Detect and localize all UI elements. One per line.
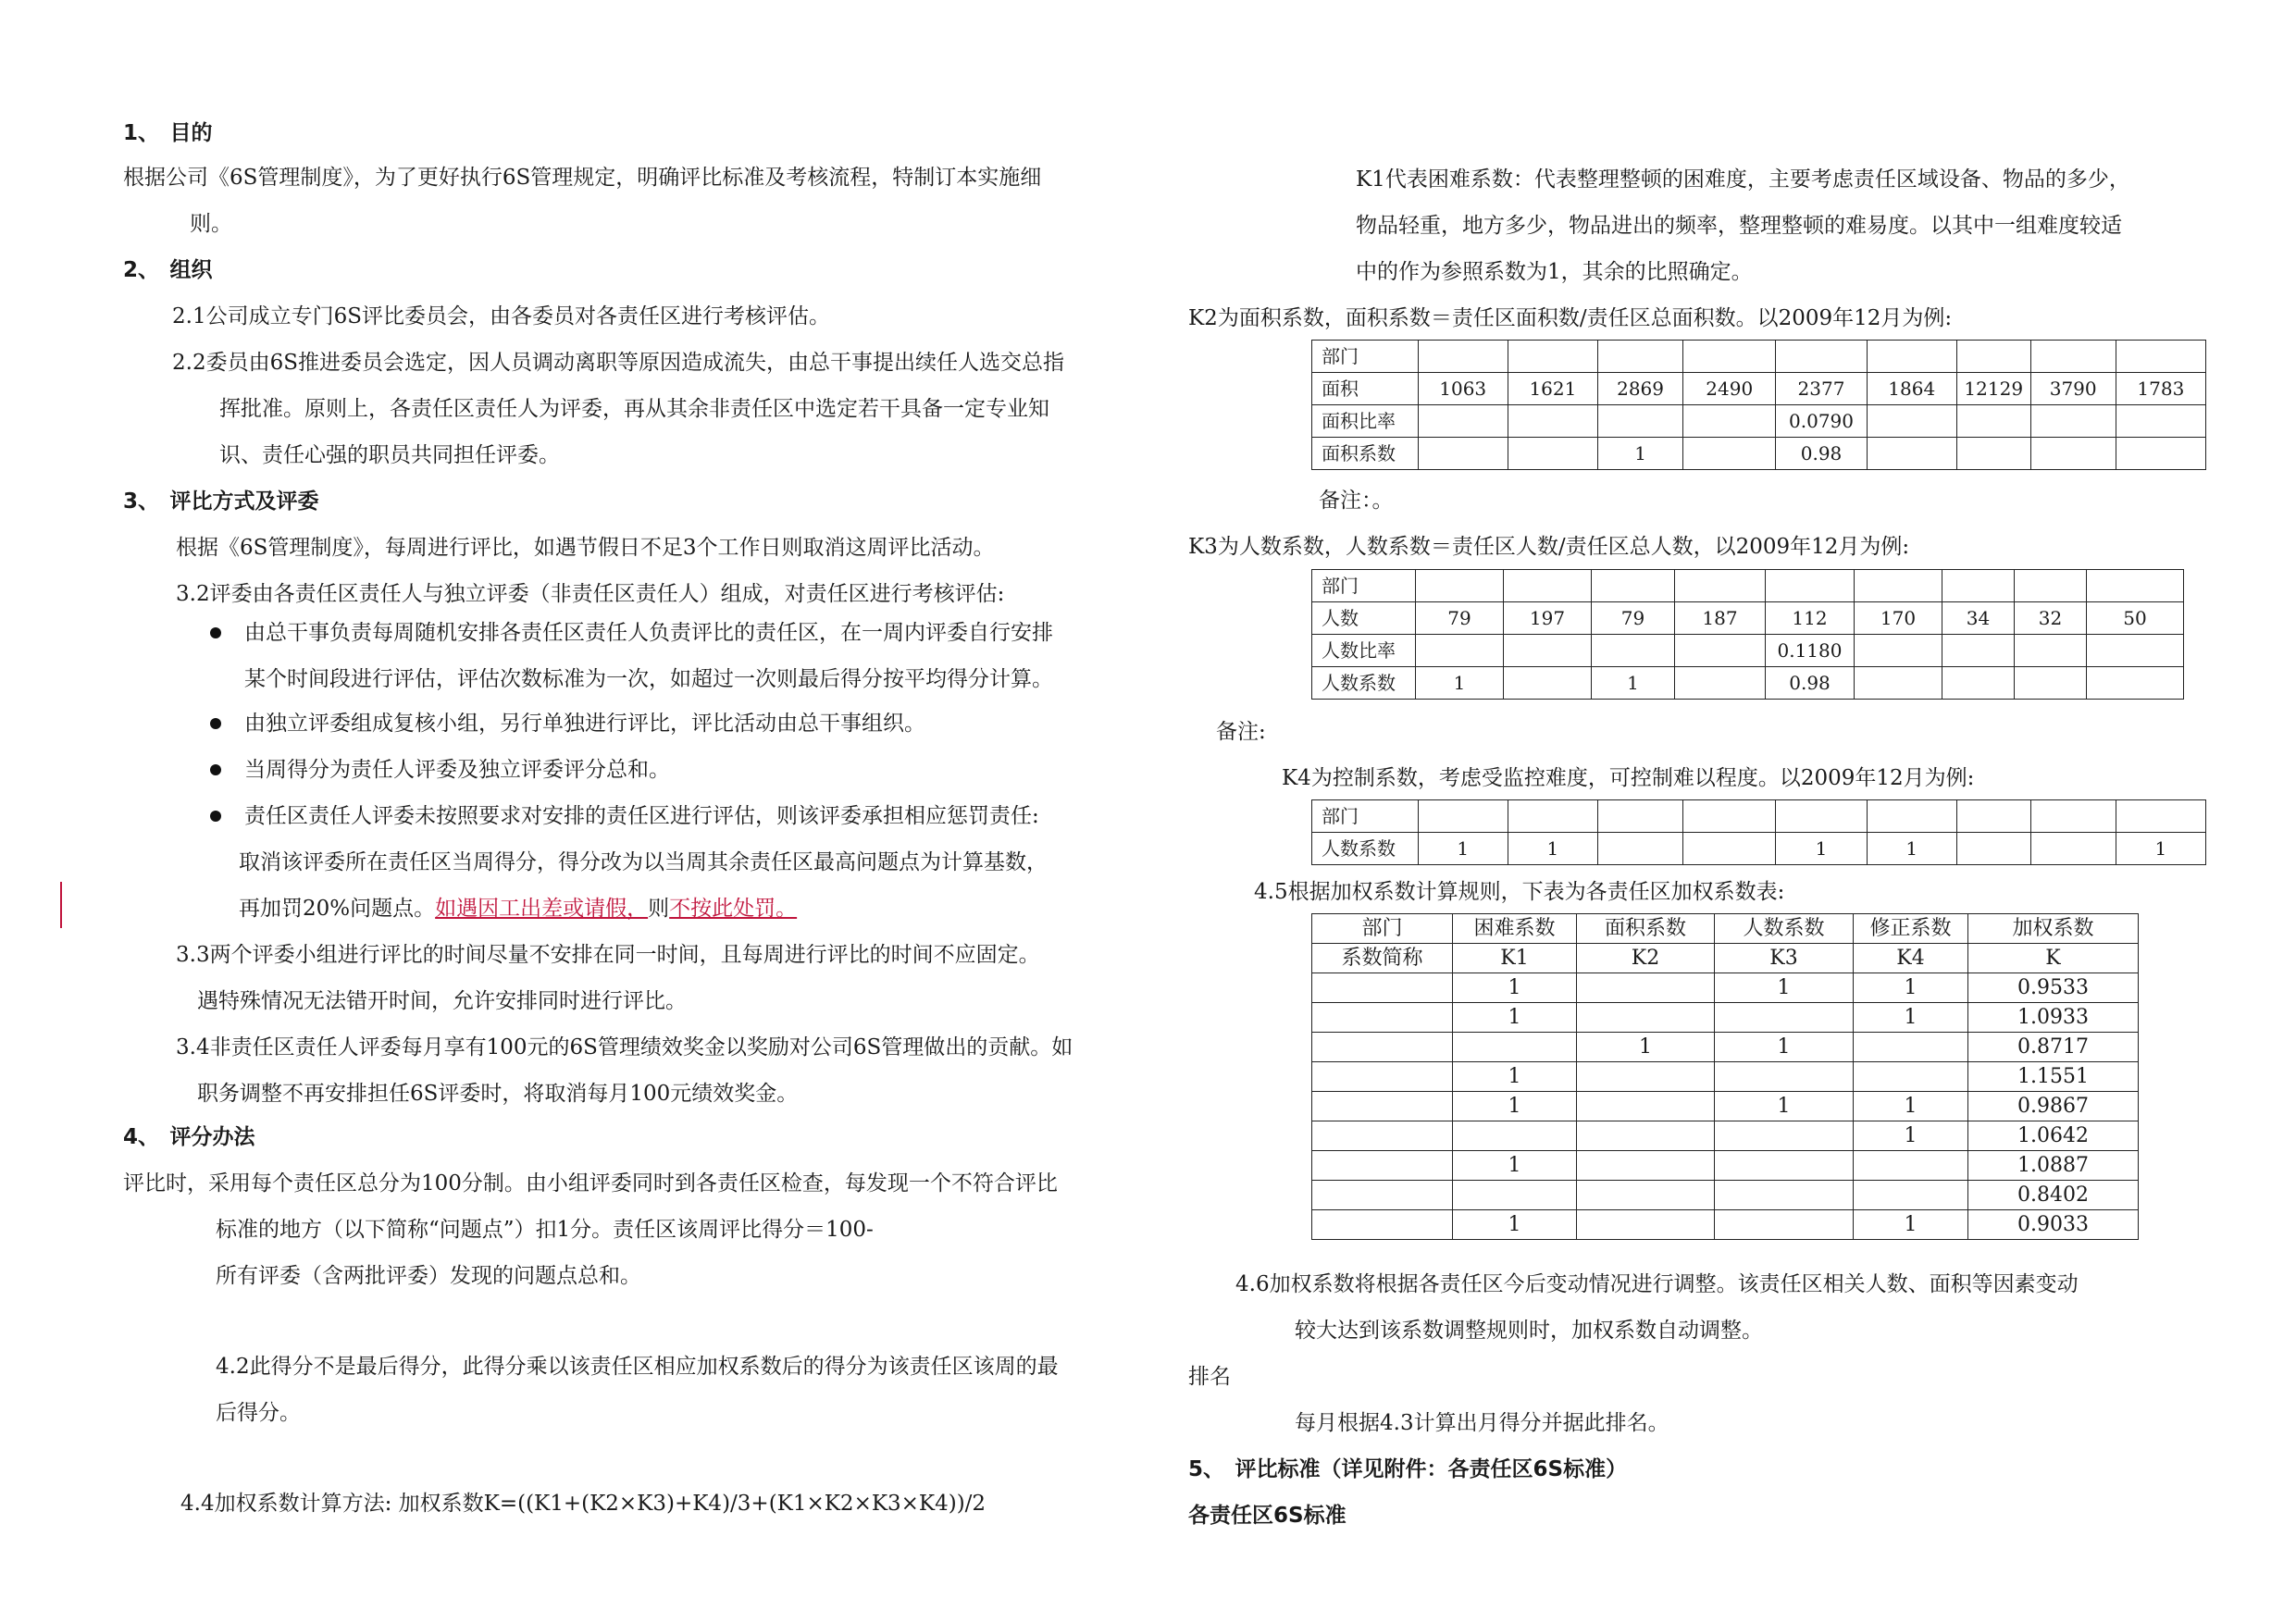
subheading: 各责任区6S标准 <box>1188 1504 1347 1528</box>
table-cell: 0.0790 <box>1776 405 1867 438</box>
table-cell: 1.0642 <box>1968 1121 2139 1151</box>
table-row <box>1312 602 2184 635</box>
table-cell <box>2030 438 2116 470</box>
section-5-heading: 5、 评比标准（详见附件：各责任区6S标准） <box>1188 1457 1628 1481</box>
table-row <box>1312 1003 2139 1033</box>
table-cell: 0.98 <box>1766 667 1855 700</box>
paragraph: K4为控制系数，考虑受监控难度，可控制难以程度。以2009年12月为例: <box>1282 766 1975 790</box>
table-cell <box>1867 405 1956 438</box>
table-cell: 修正系数 <box>1854 914 1968 944</box>
table-cell <box>1715 1210 1854 1240</box>
table-cell <box>1577 1121 1715 1151</box>
table-row <box>1312 373 2206 405</box>
table-row <box>1312 800 2206 833</box>
table-cell <box>2116 800 2205 833</box>
table-cell <box>2030 833 2116 865</box>
table-cell <box>2116 405 2205 438</box>
table-cell: 1864 <box>1867 373 1956 405</box>
table-cell: 1 <box>1453 1151 1577 1181</box>
table-cell <box>1942 635 2015 667</box>
table-cell <box>1956 341 2030 373</box>
table-cell: 面积比率 <box>1312 405 1419 438</box>
table-row <box>1312 973 2139 1003</box>
table-cell <box>1776 341 1867 373</box>
table-cell: 人数系数 <box>1312 667 1416 700</box>
table-cell: 1 <box>1854 1003 1968 1033</box>
table-cell <box>1453 1181 1577 1210</box>
formula: 4.4加权系数计算方法: 加权系数K=((K1+(K2×K3)+K4)/3+(K1×K2×K3×K4))/2 <box>180 1492 987 1516</box>
table-cell <box>1418 800 1508 833</box>
table-cell: 1 <box>1453 973 1577 1003</box>
table-cell <box>1715 1003 1854 1033</box>
table-cell <box>1312 1181 1453 1210</box>
table-cell: 112 <box>1766 602 1855 635</box>
table-cell <box>1715 1181 1854 1210</box>
table-cell <box>1855 570 1942 602</box>
table-cell: 0.9533 <box>1968 973 2139 1003</box>
table-row <box>1312 1092 2139 1121</box>
table-cell: 1 <box>1854 1210 1968 1240</box>
list-item: 由总干事负责每周随机安排各责任区责任人负责评比的责任区，在一周内评委自行安排 <box>244 621 1053 645</box>
table-row <box>1312 944 2139 973</box>
table-cell <box>2116 341 2205 373</box>
table-row <box>1312 1210 2139 1240</box>
ranking-heading: 排名 <box>1188 1365 1231 1389</box>
table-cell <box>1504 667 1592 700</box>
table-cell <box>1312 1003 1453 1033</box>
table-cell <box>2015 570 2087 602</box>
table-cell <box>1855 667 1942 700</box>
table-row <box>1312 1121 2139 1151</box>
paragraph: 物品轻重，地方多少，物品进出的频率，整理整顿的难易度。以其中一组难度较适 <box>1356 214 2122 238</box>
table-cell: 0.8717 <box>1968 1033 2139 1062</box>
paragraph: 则。 <box>190 212 232 236</box>
table-cell <box>1598 405 1683 438</box>
table-cell: 50 <box>2087 602 2184 635</box>
table-cell <box>1453 1121 1577 1151</box>
table-cell: 1 <box>2116 833 2205 865</box>
table-cell: 1 <box>1453 1062 1577 1092</box>
table-cell <box>1776 800 1867 833</box>
section-1-heading: 1、 目的 <box>123 121 213 145</box>
table-cell <box>1592 570 1675 602</box>
table-cell <box>1683 833 1776 865</box>
table-cell: 0.98 <box>1776 438 1867 470</box>
table-cell <box>1598 341 1683 373</box>
table-cell: 部门 <box>1312 800 1419 833</box>
table-cell <box>1592 635 1675 667</box>
table-cell: 1 <box>1453 1210 1577 1240</box>
table-cell: K4 <box>1854 944 1968 973</box>
table-cell: K3 <box>1715 944 1854 973</box>
paragraph: 根据《6S管理制度》，每周进行评比，如遇节假日不足3个工作日则取消这周评比活动。 <box>176 536 995 560</box>
table-cell: 系数简称 <box>1312 944 1453 973</box>
table-cell <box>1956 833 2030 865</box>
paragraph: 较大达到该系数调整规则时，加权系数自动调整。 <box>1295 1319 1763 1343</box>
table-cell <box>1956 405 2030 438</box>
section-2-heading: 2、 组织 <box>123 258 213 282</box>
table-cell: 197 <box>1504 602 1592 635</box>
paragraph: 2.1公司成立专门6S评比委员会，由各委员对各责任区进行考核评估。 <box>172 304 830 328</box>
table-cell: 2377 <box>1776 373 1867 405</box>
bullet-icon <box>210 718 221 729</box>
paragraph: 3.2评委由各责任区责任人与独立评委（非责任区责任人）组成，对责任区进行考核评估: <box>176 582 1005 606</box>
table-cell: 1 <box>1453 1092 1577 1121</box>
list-item <box>239 898 797 920</box>
revision-change-bar <box>60 882 62 928</box>
paragraph: 则 <box>648 897 670 921</box>
table-cell <box>1675 635 1766 667</box>
table-cell <box>1942 667 2015 700</box>
bullet-icon <box>210 811 221 822</box>
list-item: 某个时间段进行评估，评估次数标准为一次，如超过一次则最后得分按平均得分计算。 <box>244 667 1053 691</box>
weight-coefficient-table <box>1311 913 2139 1240</box>
area-coefficient-table <box>1311 340 2206 470</box>
table-cell: 3790 <box>2030 373 2116 405</box>
list-item: 责任区责任人评委未按照要求对安排的责任区进行评估，则该评委承担相应惩罚责任: <box>244 804 1039 828</box>
table-cell: 1 <box>1453 1003 1577 1033</box>
table-cell: 1 <box>1416 667 1504 700</box>
table-cell: 79 <box>1416 602 1504 635</box>
table-cell: 人数系数 <box>1312 833 1419 865</box>
table-cell <box>1577 1151 1715 1181</box>
table-cell: 部门 <box>1312 570 1416 602</box>
table-row <box>1312 1151 2139 1181</box>
table-cell <box>1867 800 1956 833</box>
table-cell <box>1577 973 1715 1003</box>
table-cell <box>2087 570 2184 602</box>
table-cell: 32 <box>2015 602 2087 635</box>
paragraph: K1代表困难系数：代表整理整顿的困难度，主要考虑责任区域设备、物品的多少， <box>1356 167 2130 192</box>
table-cell <box>1508 405 1597 438</box>
table-cell <box>1855 635 1942 667</box>
table-cell <box>1577 1092 1715 1121</box>
note: 备注: <box>1216 720 1266 744</box>
paragraph: 职务调整不再安排担任6S评委时，将取消每月100元绩效奖金。 <box>197 1082 799 1106</box>
table-cell <box>1577 1062 1715 1092</box>
table-cell <box>1683 438 1776 470</box>
table-cell: 0.9867 <box>1968 1092 2139 1121</box>
table-cell: 1 <box>1418 833 1508 865</box>
table-cell <box>1683 341 1776 373</box>
section-3-heading: 3、 评比方式及评委 <box>123 489 319 514</box>
table-cell: K2 <box>1577 944 1715 973</box>
table-cell <box>1683 405 1776 438</box>
table-cell: 1 <box>1715 973 1854 1003</box>
table-cell <box>1854 1033 1968 1062</box>
table-cell <box>2015 667 2087 700</box>
table-row <box>1312 1062 2139 1092</box>
table-cell: 1.0887 <box>1968 1151 2139 1181</box>
table-cell: 1.1551 <box>1968 1062 2139 1092</box>
table-cell: 1 <box>1508 833 1597 865</box>
paragraph: 4.6加权系数将根据各责任区今后变动情况进行调整。该责任区相关人数、面积等因素变动 <box>1235 1272 2079 1296</box>
paragraph: 4.5根据加权系数计算规则，下表为各责任区加权系数表: <box>1254 880 1785 904</box>
table-cell <box>1867 438 1956 470</box>
table-row <box>1312 341 2206 373</box>
table-cell: 1 <box>1854 973 1968 1003</box>
table-cell: 1 <box>1776 833 1867 865</box>
table-cell <box>1312 973 1453 1003</box>
paragraph: 3.3两个评委小组进行评比的时间尽量不安排在同一时间，且每周进行评比的时间不应固定。 <box>176 943 1040 967</box>
table-cell <box>1715 1062 1854 1092</box>
table-row <box>1312 667 2184 700</box>
table-cell: 0.1180 <box>1766 635 1855 667</box>
table-cell <box>1504 635 1592 667</box>
table-cell <box>1312 1062 1453 1092</box>
paragraph: 再加罚20%问题点。 <box>239 897 436 921</box>
paragraph: 遇特殊情况无法错开时间，允许安排同时进行评比。 <box>197 989 687 1013</box>
table-cell: 1 <box>1715 1033 1854 1062</box>
table-cell: 2869 <box>1598 373 1683 405</box>
table-cell: 170 <box>1855 602 1942 635</box>
table-cell <box>1418 438 1508 470</box>
paragraph: K3为人数系数，人数系数＝责任区人数/责任区总人数，以2009年12月为例: <box>1188 535 1910 559</box>
table-cell: K1 <box>1453 944 1577 973</box>
table-cell <box>2030 341 2116 373</box>
table-cell: 12129 <box>1956 373 2030 405</box>
table-cell: 部门 <box>1312 341 1419 373</box>
list-item: 当周得分为责任人评委及独立评委评分总和。 <box>244 758 670 782</box>
table-row <box>1312 914 2139 944</box>
paragraph: 2.2委员由6S推进委员会选定，因人员调动离职等原因造成流失，由总干事提出续任人选交总指 <box>172 351 1064 375</box>
table-cell: 1 <box>1592 667 1675 700</box>
table-cell: 困难系数 <box>1453 914 1577 944</box>
table-cell <box>1956 800 2030 833</box>
table-cell: 面积 <box>1312 373 1419 405</box>
paragraph: 中的作为参照系数为1，其余的比照确定。 <box>1356 260 1753 284</box>
paragraph: 4.2此得分不是最后得分，此得分乘以该责任区相应加权系数后的得分为该责任区该周的最 <box>216 1355 1059 1379</box>
table-cell <box>1312 1033 1453 1062</box>
table-cell: 0.8402 <box>1968 1181 2139 1210</box>
table-cell <box>1942 570 2015 602</box>
table-cell: 面积系数 <box>1312 438 1419 470</box>
table-cell <box>1416 570 1504 602</box>
table-cell <box>1867 341 1956 373</box>
bullet-icon <box>210 627 221 638</box>
table-cell <box>1683 800 1776 833</box>
table-cell <box>1312 1092 1453 1121</box>
paragraph: K2为面积系数，面积系数＝责任区面积数/责任区总面积数。以2009年12月为例: <box>1188 306 1953 330</box>
table-cell <box>1577 1003 1715 1033</box>
paragraph: 根据公司《6S管理制度》，为了更好执行6S管理规定，明确评比标准及考核流程，特制订本实施细 <box>123 166 1042 190</box>
table-cell <box>1418 405 1508 438</box>
table-cell: 1063 <box>1418 373 1508 405</box>
table-row <box>1312 570 2184 602</box>
table-cell: 1 <box>1715 1092 1854 1121</box>
table-cell <box>1854 1062 1968 1092</box>
table-cell: 1621 <box>1508 373 1597 405</box>
bullet-icon <box>210 764 221 775</box>
table-cell: 1 <box>1598 438 1683 470</box>
table-cell: 人数比率 <box>1312 635 1416 667</box>
paragraph: 3.4非责任区责任人评委每月享有100元的6S管理绩效奖金以奖励对公司6S管理做出的贡献。如 <box>176 1035 1074 1059</box>
table-cell <box>1416 635 1504 667</box>
table-cell: 人数系数 <box>1715 914 1854 944</box>
note: 备注：。 <box>1319 489 1394 513</box>
table-cell: 面积系数 <box>1577 914 1715 944</box>
table-cell <box>1312 1210 1453 1240</box>
section-4-heading: 4、 评分办法 <box>123 1125 255 1149</box>
list-item: 取消该评委所在责任区当周得分，得分改为以当周其余责任区最高问题点为计算基数， <box>239 850 1048 874</box>
table-cell: 1783 <box>2116 373 2205 405</box>
people-coefficient-table <box>1311 569 2184 700</box>
table-cell <box>1577 1181 1715 1210</box>
paragraph: 标准的地方（以下简称“问题点”）扣1分。责任区该周评比得分＝100- <box>216 1218 874 1242</box>
table-cell <box>1508 341 1597 373</box>
table-cell <box>1598 833 1683 865</box>
table-row <box>1312 833 2206 865</box>
table-cell <box>1418 341 1508 373</box>
revision-text: 不按此处罚。 <box>669 897 798 921</box>
table-cell: K <box>1968 944 2139 973</box>
table-cell: 34 <box>1942 602 2015 635</box>
table-cell: 1 <box>1854 1121 1968 1151</box>
table-cell <box>1312 1121 1453 1151</box>
table-cell <box>1675 667 1766 700</box>
table-cell <box>1715 1121 1854 1151</box>
table-cell: 1.0933 <box>1968 1003 2139 1033</box>
revision-text: 如遇因工出差或请假， <box>435 897 649 921</box>
table-cell: 人数 <box>1312 602 1416 635</box>
control-coefficient-table <box>1311 799 2206 865</box>
table-row <box>1312 635 2184 667</box>
table-cell: 加权系数 <box>1968 914 2139 944</box>
table-cell <box>2015 635 2087 667</box>
table-cell <box>1453 1033 1577 1062</box>
table-cell <box>1766 570 1855 602</box>
paragraph: 识、责任心强的职员共同担任评委。 <box>219 443 560 467</box>
table-cell: 1 <box>1854 1092 1968 1121</box>
paragraph: 挥批准。原则上，各责任区责任人为评委，再从其余非责任区中选定若干具备一定专业知 <box>219 397 1049 421</box>
table-cell: 187 <box>1675 602 1766 635</box>
table-cell <box>1715 1151 1854 1181</box>
table-cell: 1 <box>1867 833 1956 865</box>
table-cell: 部门 <box>1312 914 1453 944</box>
table-cell <box>2087 667 2184 700</box>
table-cell <box>2087 635 2184 667</box>
table-cell: 79 <box>1592 602 1675 635</box>
paragraph: 所有评委（含两批评委）发现的问题点总和。 <box>216 1264 641 1288</box>
table-cell <box>1854 1151 1968 1181</box>
table-cell: 0.9033 <box>1968 1210 2139 1240</box>
paragraph: 评比时，采用每个责任区总分为100分制。由小组评委同时到各责任区检查，每发现一个不符合评比 <box>123 1171 1058 1196</box>
table-cell <box>1312 1151 1453 1181</box>
table-row <box>1312 1033 2139 1062</box>
table-cell <box>2030 405 2116 438</box>
table-cell <box>1577 1210 1715 1240</box>
table-row <box>1312 405 2206 438</box>
table-row <box>1312 438 2206 470</box>
paragraph: 后得分。 <box>216 1401 301 1425</box>
table-cell <box>2116 438 2205 470</box>
table-cell: 2490 <box>1683 373 1776 405</box>
table-cell <box>1508 800 1597 833</box>
table-cell <box>1675 570 1766 602</box>
table-cell <box>1956 438 2030 470</box>
list-item: 由独立评委组成复核小组，另行单独进行评比，评比活动由总干事组织。 <box>244 712 925 736</box>
table-cell <box>1508 438 1597 470</box>
table-cell: 1 <box>1577 1033 1715 1062</box>
table-cell <box>2030 800 2116 833</box>
table-row <box>1312 1181 2139 1210</box>
paragraph: 每月根据4.3计算出月得分并据此排名。 <box>1295 1411 1669 1435</box>
table-cell <box>1598 800 1683 833</box>
table-cell <box>1504 570 1592 602</box>
table-cell <box>1854 1181 1968 1210</box>
